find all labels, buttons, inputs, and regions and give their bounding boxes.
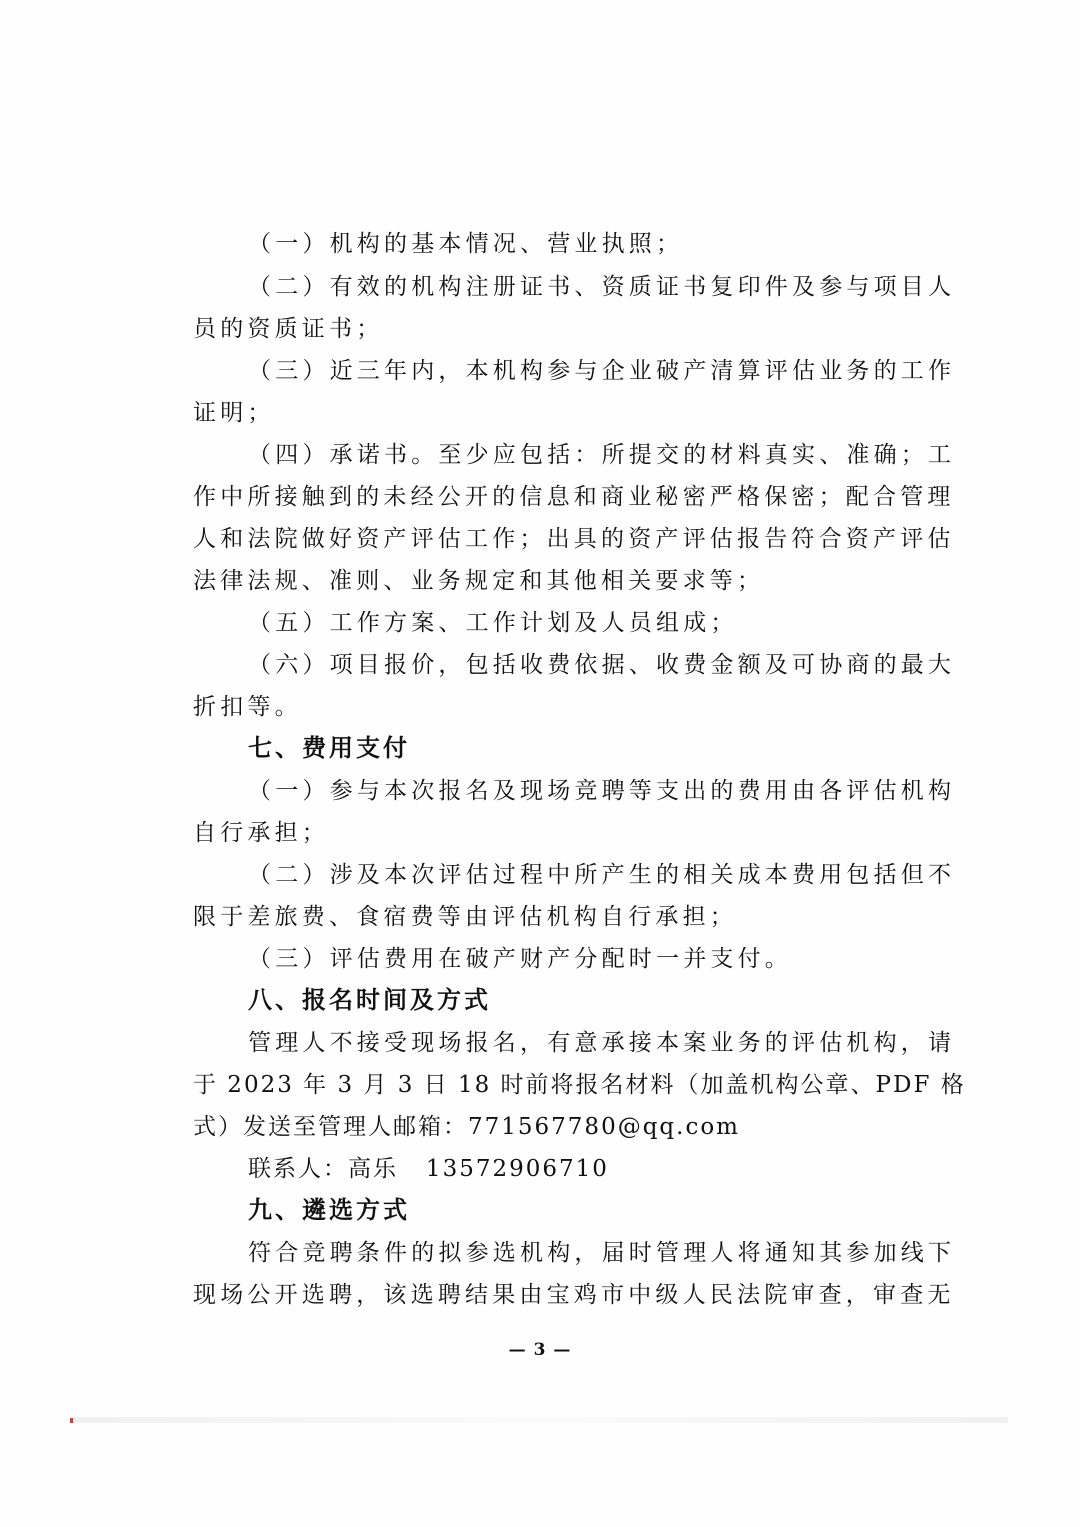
scan-edge-artifact xyxy=(72,1417,1008,1423)
paragraph-line: 员的资质证书； xyxy=(193,316,384,342)
paragraph-line: 折扣等。 xyxy=(193,694,302,720)
paragraph-line: 管理人不接受现场报名，有意承接本案业务的评估机构，请 xyxy=(248,1030,956,1056)
paragraph-line: （三）近三年内，本机构参与企业破产清算评估业务的工作 xyxy=(248,358,956,384)
paragraph-line: 证明； xyxy=(193,400,275,426)
paragraph-line: （五）工作方案、工作计划及人员组成； xyxy=(248,610,738,636)
section-heading-registration: 八、报名时间及方式 xyxy=(248,986,491,1014)
paragraph-line: （一）机构的基本情况、营业执照； xyxy=(248,231,684,257)
paragraph-line: （三）评估费用在破产财产分配时一并支付。 xyxy=(248,946,792,972)
section-heading-fees: 七、费用支付 xyxy=(248,734,410,762)
paragraph-line: （四）承诺书。至少应包括：所提交的材料真实、准确；工 xyxy=(248,442,956,468)
paragraph-line: 于 2023 年 3 月 3 日 18 时前将报名材料（加盖机构公章、PDF 格 xyxy=(193,1072,966,1098)
paragraph-line: （一）参与本次报名及现场竞聘等支出的费用由各评估机构 xyxy=(248,778,956,804)
page-number: — 3 — xyxy=(508,1340,572,1360)
paragraph-line: 作中所接触到的未经公开的信息和商业秘密严格保密；配合管理 xyxy=(193,484,955,510)
paragraph-line: 符合竞聘条件的拟参选机构，届时管理人将通知其参加线下 xyxy=(248,1240,956,1266)
paragraph-line: 现场公开选聘，该选聘结果由宝鸡市中级人民法院审查，审查无 xyxy=(193,1282,955,1308)
section-heading-selection: 九、遴选方式 xyxy=(248,1196,410,1224)
scan-mark xyxy=(70,1418,73,1423)
paragraph-line: （六）项目报价，包括收费依据、收费金额及可协商的最大 xyxy=(248,652,956,678)
contact-line: 联系人：高乐 13572906710 xyxy=(248,1156,609,1182)
paragraph-line: （二）涉及本次评估过程中所产生的相关成本费用包括但不 xyxy=(248,862,956,888)
paragraph-line: 限于差旅费、食宿费等由评估机构自行承担； xyxy=(193,904,737,930)
paragraph-line: 式）发送至管理人邮箱：771567780@qq.com xyxy=(193,1114,740,1140)
paragraph-line: 法律法规、准则、业务规定和其他相关要求等； xyxy=(193,568,765,594)
paragraph-line: 人和法院做好资产评估工作；出具的资产评估报告符合资产评估 xyxy=(193,526,955,552)
paragraph-line: （二）有效的机构注册证书、资质证书复印件及参与项目人 xyxy=(248,274,956,300)
paragraph-line: 自行承担； xyxy=(193,820,329,846)
